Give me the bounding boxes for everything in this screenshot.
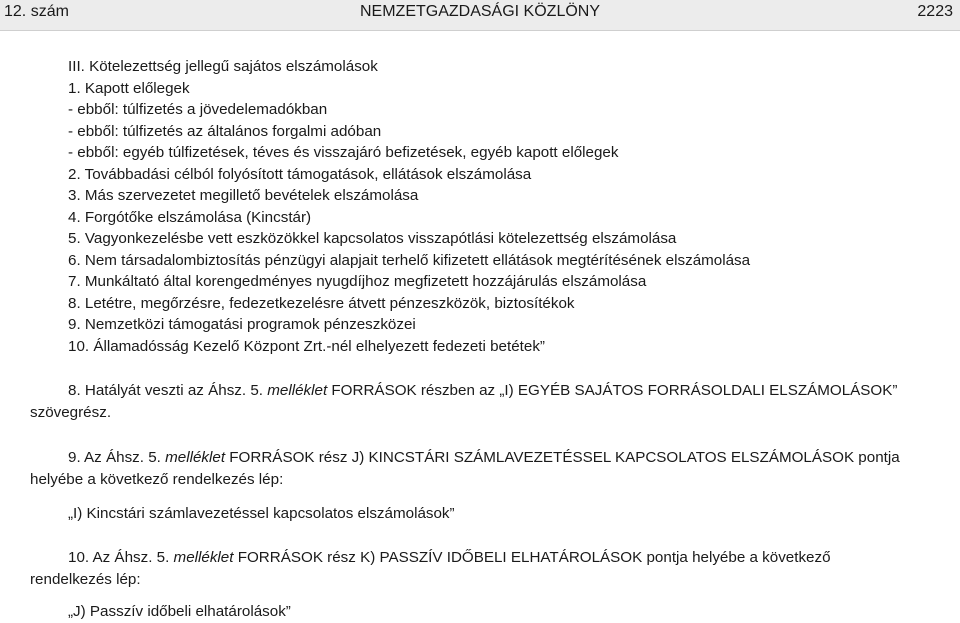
paragraph-10: 10. Az Áhsz. 5. melléklet FORRÁSOK rész K) PASSZÍV IDŐBELI ELHATÁROLÁSOK pontja helyébe a következő rendelkezés lép: — [30, 549, 831, 588]
page-number: 2223 — [917, 3, 953, 20]
list-item: 3. Más szervezetet megillető bevételek elszámolása — [68, 187, 419, 204]
list-item: 1. Kapott előlegek — [68, 79, 190, 97]
list-item: - ebből: túlfizetés a jövedelemadókban — [68, 101, 328, 118]
paragraph-9: 9. Az Áhsz. 5. melléklet FORRÁSOK rész J) KINCSTÁRI SZÁMLAVEZETÉSSEL KAPCSOLATOS ELSZÁMOLÁSOK pontja helyébe a következő rendelkezés lép: — [30, 449, 900, 488]
list-item: - ebből: túlfizetés az általános forgalmi adóban — [68, 122, 382, 140]
list-item: 8. Letétre, megőrzésre, fedezetkezelésre átvett pénzeszközök, biztosítékok — [68, 294, 575, 312]
list-item: 4. Forgótőke elszámolása (Kincstár) — [68, 208, 312, 226]
list-item: 10. Államadósság Kezelő Központ Zrt.-nél elhelyezett fedezeti betétek” — [68, 337, 545, 355]
issue-number: 12. szám — [4, 3, 69, 20]
list-item: 2. Továbbadási célból folyósított támogatások, ellátások elszámolása — [68, 165, 532, 183]
list-item: 7. Munkáltató által korengedményes nyugdíjhoz megfizetett hozzájárulás elszámolása — [68, 273, 647, 290]
liability-list — [68, 56, 948, 357]
list-item: 5. Vagyonkezelésbe vett eszközökkel kapcsolatos visszapótlási kötelezettség elszámolása — [68, 230, 677, 247]
journal-title: NEMZETGAZDASÁGI KÖZLÖNY — [359, 3, 601, 20]
list-item: 9. Nemzetközi támogatási programok pénzeszközei — [68, 316, 416, 333]
list-item: - ebből: egyéb túlfizetések, téves és visszajáró befizetések, egyéb kapott előlegek — [68, 144, 619, 161]
paragraph-8: 8. Hatályát veszti az Áhsz. 5. melléklet FORRÁSOK részben az „I) EGYÉB SAJÁTOS FORRÁSOLDALI ELSZÁMOLÁSOK” szövegrész. — [30, 382, 898, 421]
quoted-heading-i: „I) Kincstári számlavezetéssel kapcsolatos elszámolások” — [68, 505, 455, 522]
list-item: 6. Nem társadalombiztosítás pénzügyi alapjait terhelő kifizetett ellátások megtérítésének elszámolása — [68, 251, 751, 269]
page-header — [0, 0, 960, 31]
quoted-heading-j: „J) Passzív időbeli elhatárolások” — [68, 603, 291, 620]
list-item: III. Kötelezettség jellegű sajátos elszámolások — [68, 58, 378, 75]
